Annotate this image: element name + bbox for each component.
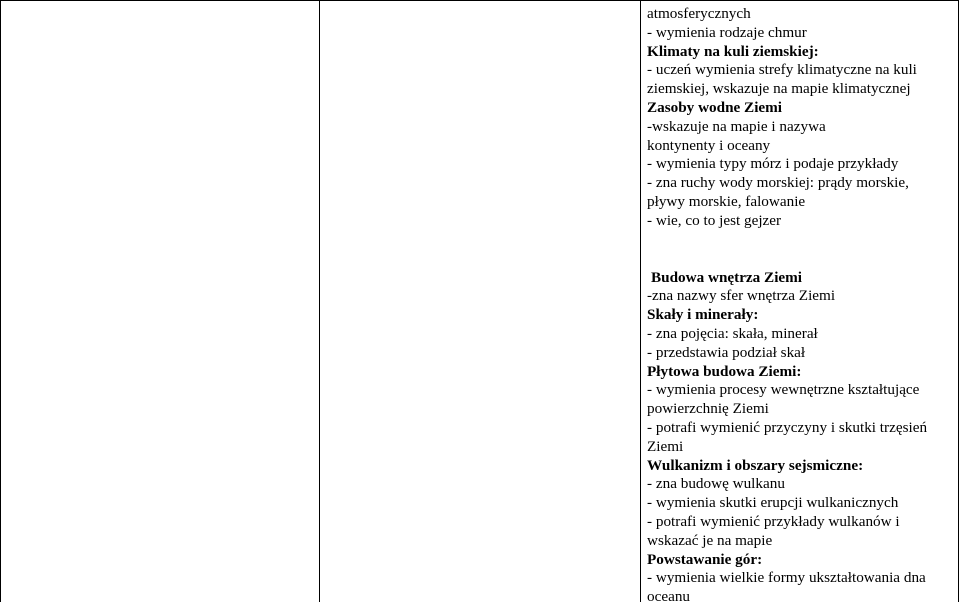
text-line: wskazać je na mapie — [647, 531, 773, 549]
text-line: - uczeń wymienia strefy klimatyczne na kuli — [647, 61, 917, 79]
text-line: atmosferycznych — [647, 5, 751, 22]
text-line: powierzchnię Ziemi — [647, 400, 769, 418]
requirements-text — [647, 5, 955, 607]
section-heading: Wulkanizm i obszary sejsmiczne: — [647, 456, 864, 474]
text-line: - wymienia rodzaje chmur — [647, 23, 807, 41]
section-heading: Zasoby wodne Ziemi — [647, 98, 783, 116]
text-line: - wymienia procesy wewnętrzne kształtujące — [647, 381, 920, 399]
text-line: -wskazuje na mapie i nazywa — [647, 117, 826, 135]
text-line: ziemskiej, wskazuje na mapie klimatycznej — [647, 80, 911, 98]
text-line: pływy morskie, falowanie — [647, 192, 806, 210]
text-line: -zna nazwy sfer wnętrza Ziemi — [647, 287, 836, 305]
text-line: - potrafi wymienić przykłady wulkanów i — [647, 512, 900, 530]
text-line: - wymienia typy mórz i podaje przykłady — [647, 155, 899, 173]
section-heading: Powstawanie gór: — [647, 550, 763, 568]
section-bottom — [647, 269, 955, 607]
text-line: - zna ruchy wody morskiej: prądy morskie, — [647, 174, 909, 192]
section-top — [647, 5, 955, 231]
section-heading: Budowa wnętrza Ziemi — [651, 268, 803, 286]
text-line: - przedstawia podział skał — [647, 343, 806, 361]
text-line: Ziemi — [647, 437, 684, 455]
table-cell-col1 — [0, 0, 320, 602]
text-line: - potrafi wymienić przyczyny i skutki trzęsień — [647, 418, 928, 436]
section-heading: Płytowa budowa Ziemi: — [647, 362, 802, 380]
section-heading: Klimaty na kuli ziemskiej: — [647, 42, 819, 60]
table-cell-col2 — [320, 0, 641, 602]
section-heading: Skały i minerały: — [647, 306, 759, 324]
text-line: - wie, co to jest gejzer — [647, 211, 782, 229]
text-line: kontynenty i oceany — [647, 136, 771, 154]
text-line: - wymienia skutki erupcji wulkanicznych — [647, 494, 899, 512]
text-line: - zna budowę wulkanu — [647, 475, 785, 493]
text-line: - zna pojęcia: skała, minerał — [647, 324, 818, 342]
text-line: oceanu — [647, 588, 691, 606]
text-line: - wymienia wielkie formy ukształtowania dna — [647, 569, 926, 587]
